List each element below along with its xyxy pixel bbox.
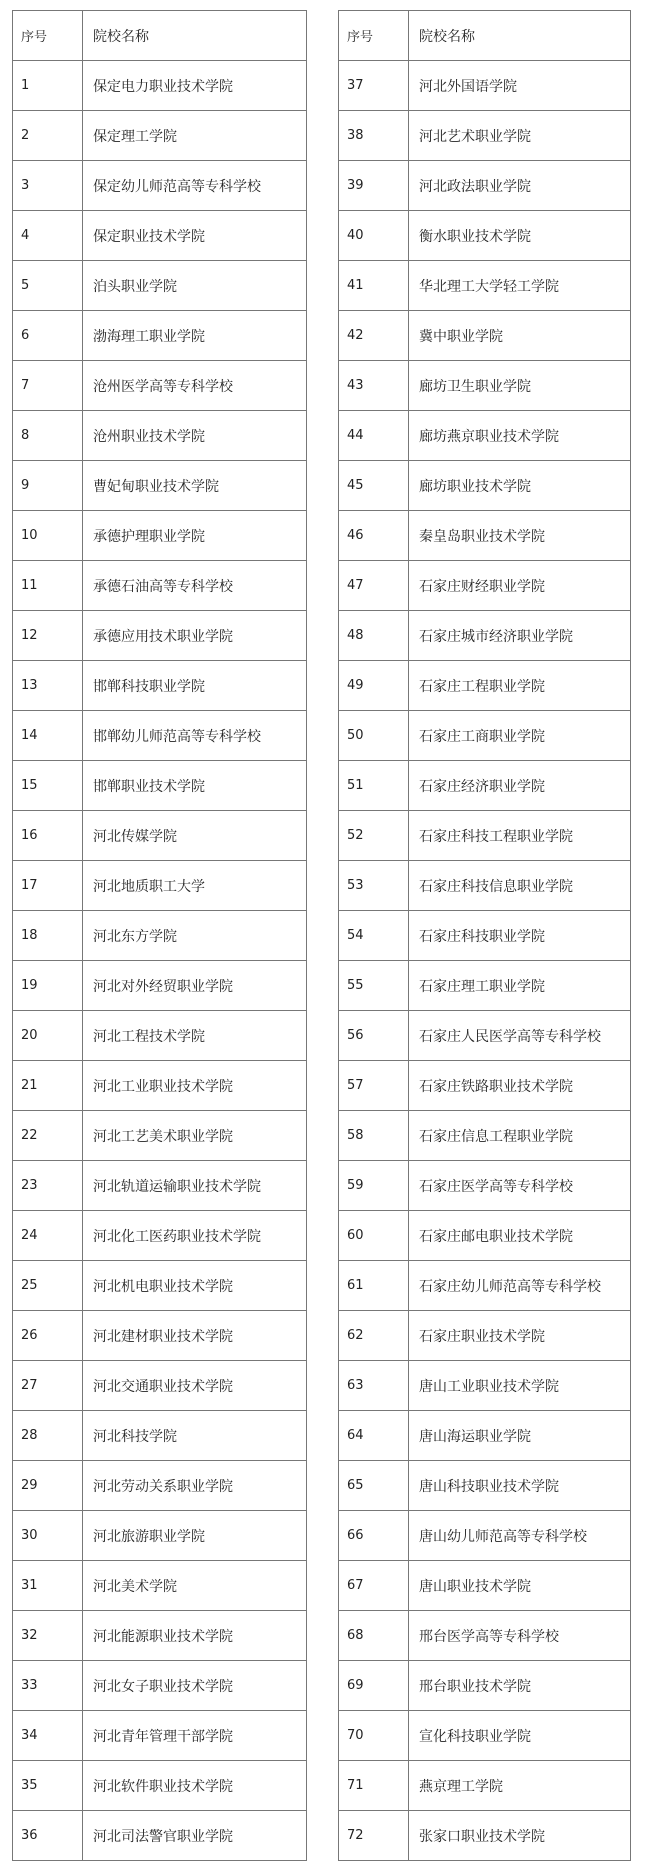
- table-row: [339, 311, 631, 361]
- school-name: 保定理工学院: [83, 111, 307, 161]
- table-row: [13, 261, 307, 311]
- table-row: [339, 111, 631, 161]
- row-number: 55: [339, 961, 409, 1011]
- table-row: [13, 1511, 307, 1561]
- row-number: 65: [339, 1461, 409, 1511]
- school-name: 邯郸幼儿师范高等专科学校: [83, 711, 307, 761]
- row-number: 23: [13, 1161, 83, 1211]
- row-number: 69: [339, 1661, 409, 1711]
- table-row: [339, 61, 631, 111]
- school-table-right: [338, 10, 631, 1861]
- row-number: 56: [339, 1011, 409, 1061]
- school-name: 承德石油高等专科学校: [83, 561, 307, 611]
- school-name: 河北交通职业技术学院: [83, 1361, 307, 1411]
- row-number: 37: [339, 61, 409, 111]
- table-row: [13, 861, 307, 911]
- school-name: 石家庄城市经济职业学院: [409, 611, 631, 661]
- header-school-name: 院校名称: [83, 11, 307, 61]
- row-number: 26: [13, 1311, 83, 1361]
- table-row: [339, 761, 631, 811]
- row-number: 24: [13, 1211, 83, 1261]
- row-number: 7: [13, 361, 83, 411]
- row-number: 8: [13, 411, 83, 461]
- school-name: 张家口职业技术学院: [409, 1811, 631, 1861]
- row-number: 9: [13, 461, 83, 511]
- row-number: 51: [339, 761, 409, 811]
- table-row: [339, 1561, 631, 1611]
- row-number: 39: [339, 161, 409, 211]
- table-header-row: [339, 11, 631, 61]
- table-row: [339, 811, 631, 861]
- table-row: [13, 311, 307, 361]
- table-row: [339, 1411, 631, 1461]
- table-row: [13, 211, 307, 261]
- table-row: [13, 561, 307, 611]
- school-name: 河北美术学院: [83, 1561, 307, 1611]
- school-name: 泊头职业学院: [83, 261, 307, 311]
- table-row: [13, 1611, 307, 1661]
- header-number: 序号: [13, 11, 83, 61]
- table-row: [13, 411, 307, 461]
- table-row: [339, 1111, 631, 1161]
- table-row: [339, 361, 631, 411]
- row-number: 11: [13, 561, 83, 611]
- table-row: [13, 511, 307, 561]
- row-number: 43: [339, 361, 409, 411]
- school-name: 衡水职业技术学院: [409, 211, 631, 261]
- table-row: [339, 411, 631, 461]
- school-name: 邯郸科技职业学院: [83, 661, 307, 711]
- school-name: 唐山工业职业技术学院: [409, 1361, 631, 1411]
- row-number: 71: [339, 1761, 409, 1811]
- table-row: [339, 461, 631, 511]
- row-number: 45: [339, 461, 409, 511]
- school-name: 沧州职业技术学院: [83, 411, 307, 461]
- row-number: 17: [13, 861, 83, 911]
- row-number: 32: [13, 1611, 83, 1661]
- table-row: [13, 1311, 307, 1361]
- school-name: 承德护理职业学院: [83, 511, 307, 561]
- school-name: 河北机电职业技术学院: [83, 1261, 307, 1311]
- table-row: [13, 1811, 307, 1861]
- row-number: 60: [339, 1211, 409, 1261]
- school-name: 河北劳动关系职业学院: [83, 1461, 307, 1511]
- table-row: [339, 161, 631, 211]
- school-name: 石家庄财经职业学院: [409, 561, 631, 611]
- school-name: 保定幼儿师范高等专科学校: [83, 161, 307, 211]
- table-row: [13, 661, 307, 711]
- row-number: 36: [13, 1811, 83, 1861]
- table-row: [13, 1061, 307, 1111]
- school-name: 石家庄邮电职业技术学院: [409, 1211, 631, 1261]
- school-name: 唐山海运职业学院: [409, 1411, 631, 1461]
- school-name: 河北旅游职业学院: [83, 1511, 307, 1561]
- row-number: 50: [339, 711, 409, 761]
- table-row: [13, 1411, 307, 1461]
- row-number: 30: [13, 1511, 83, 1561]
- school-name: 曹妃甸职业技术学院: [83, 461, 307, 511]
- row-number: 61: [339, 1261, 409, 1311]
- row-number: 27: [13, 1361, 83, 1411]
- school-name: 河北工艺美术职业学院: [83, 1111, 307, 1161]
- table-row: [339, 1711, 631, 1761]
- table-row: [13, 61, 307, 111]
- school-name: 保定职业技术学院: [83, 211, 307, 261]
- row-number: 48: [339, 611, 409, 661]
- row-number: 66: [339, 1511, 409, 1561]
- table-row: [339, 861, 631, 911]
- row-number: 59: [339, 1161, 409, 1211]
- school-name: 河北外国语学院: [409, 61, 631, 111]
- school-name: 渤海理工职业学院: [83, 311, 307, 361]
- table-row: [13, 911, 307, 961]
- table-row: [13, 1661, 307, 1711]
- row-number: 46: [339, 511, 409, 561]
- table-row: [339, 1511, 631, 1561]
- table-row: [13, 1261, 307, 1311]
- school-name: 承德应用技术职业学院: [83, 611, 307, 661]
- table-row: [339, 261, 631, 311]
- school-name: 河北青年管理干部学院: [83, 1711, 307, 1761]
- row-number: 18: [13, 911, 83, 961]
- row-number: 35: [13, 1761, 83, 1811]
- school-name: 石家庄铁路职业技术学院: [409, 1061, 631, 1111]
- row-number: 53: [339, 861, 409, 911]
- row-number: 19: [13, 961, 83, 1011]
- school-name: 唐山职业技术学院: [409, 1561, 631, 1611]
- school-name: 石家庄工程职业学院: [409, 661, 631, 711]
- header-school-name: 院校名称: [409, 11, 631, 61]
- school-table-left: [12, 10, 307, 1861]
- school-name: 河北女子职业技术学院: [83, 1661, 307, 1711]
- school-name: 廊坊职业技术学院: [409, 461, 631, 511]
- table-row: [339, 911, 631, 961]
- table-row: [13, 111, 307, 161]
- school-name: 唐山幼儿师范高等专科学校: [409, 1511, 631, 1561]
- school-name: 河北建材职业技术学院: [83, 1311, 307, 1361]
- table-row: [339, 661, 631, 711]
- school-name: 廊坊燕京职业技术学院: [409, 411, 631, 461]
- row-number: 10: [13, 511, 83, 561]
- school-name: 河北政法职业学院: [409, 161, 631, 211]
- row-number: 70: [339, 1711, 409, 1761]
- table-row: [13, 1761, 307, 1811]
- row-number: 13: [13, 661, 83, 711]
- row-number: 64: [339, 1411, 409, 1461]
- school-name: 廊坊卫生职业学院: [409, 361, 631, 411]
- school-name: 冀中职业学院: [409, 311, 631, 361]
- table-row: [13, 611, 307, 661]
- row-number: 40: [339, 211, 409, 261]
- school-name: 燕京理工学院: [409, 1761, 631, 1811]
- table-row: [13, 1161, 307, 1211]
- row-number: 21: [13, 1061, 83, 1111]
- row-number: 34: [13, 1711, 83, 1761]
- table-row: [339, 1811, 631, 1861]
- school-name: 石家庄人民医学高等专科学校: [409, 1011, 631, 1061]
- school-name: 河北轨道运输职业技术学院: [83, 1161, 307, 1211]
- row-number: 16: [13, 811, 83, 861]
- header-number: 序号: [339, 11, 409, 61]
- row-number: 63: [339, 1361, 409, 1411]
- table-row: [13, 961, 307, 1011]
- school-name: 石家庄幼儿师范高等专科学校: [409, 1261, 631, 1311]
- table-row: [13, 161, 307, 211]
- table-row: [339, 1361, 631, 1411]
- row-number: 52: [339, 811, 409, 861]
- row-number: 72: [339, 1811, 409, 1861]
- row-number: 31: [13, 1561, 83, 1611]
- table-row: [13, 461, 307, 511]
- school-name: 宣化科技职业学院: [409, 1711, 631, 1761]
- row-number: 20: [13, 1011, 83, 1061]
- school-name: 河北科技学院: [83, 1411, 307, 1461]
- row-number: 1: [13, 61, 83, 111]
- table-row: [339, 1661, 631, 1711]
- school-name: 邢台医学高等专科学校: [409, 1611, 631, 1661]
- school-name: 河北传媒学院: [83, 811, 307, 861]
- row-number: 14: [13, 711, 83, 761]
- table-row: [13, 1111, 307, 1161]
- table-row: [339, 1761, 631, 1811]
- school-name: 河北东方学院: [83, 911, 307, 961]
- school-name: 石家庄科技工程职业学院: [409, 811, 631, 861]
- row-number: 68: [339, 1611, 409, 1661]
- table-row: [13, 361, 307, 411]
- row-number: 12: [13, 611, 83, 661]
- table-row: [339, 1261, 631, 1311]
- table-row: [339, 1211, 631, 1261]
- table-row: [13, 1211, 307, 1261]
- row-number: 33: [13, 1661, 83, 1711]
- school-name: 河北地质职工大学: [83, 861, 307, 911]
- school-name: 石家庄科技职业学院: [409, 911, 631, 961]
- row-number: 5: [13, 261, 83, 311]
- school-name: 唐山科技职业技术学院: [409, 1461, 631, 1511]
- school-name: 石家庄经济职业学院: [409, 761, 631, 811]
- table-row: [13, 761, 307, 811]
- school-name: 河北艺术职业学院: [409, 111, 631, 161]
- row-number: 44: [339, 411, 409, 461]
- table-row: [339, 211, 631, 261]
- row-number: 49: [339, 661, 409, 711]
- school-name: 保定电力职业技术学院: [83, 61, 307, 111]
- table-row: [13, 1461, 307, 1511]
- table-row: [339, 1611, 631, 1661]
- row-number: 57: [339, 1061, 409, 1111]
- school-name: 石家庄医学高等专科学校: [409, 1161, 631, 1211]
- row-number: 58: [339, 1111, 409, 1161]
- table-row: [13, 711, 307, 761]
- row-number: 42: [339, 311, 409, 361]
- row-number: 2: [13, 111, 83, 161]
- school-name: 石家庄信息工程职业学院: [409, 1111, 631, 1161]
- school-name: 河北工业职业技术学院: [83, 1061, 307, 1111]
- row-number: 4: [13, 211, 83, 261]
- table-row: [13, 1711, 307, 1761]
- table-header-row: [13, 11, 307, 61]
- row-number: 25: [13, 1261, 83, 1311]
- table-row: [13, 1011, 307, 1061]
- table-row: [339, 1061, 631, 1111]
- row-number: 28: [13, 1411, 83, 1461]
- table-row: [339, 1011, 631, 1061]
- row-number: 62: [339, 1311, 409, 1361]
- school-name: 河北司法警官职业学院: [83, 1811, 307, 1861]
- school-name: 华北理工大学轻工学院: [409, 261, 631, 311]
- row-number: 41: [339, 261, 409, 311]
- table-row: [13, 1361, 307, 1411]
- row-number: 67: [339, 1561, 409, 1611]
- school-name: 河北化工医药职业技术学院: [83, 1211, 307, 1261]
- school-name: 秦皇岛职业技术学院: [409, 511, 631, 561]
- table-row: [339, 611, 631, 661]
- school-name: 河北工程技术学院: [83, 1011, 307, 1061]
- table-row: [339, 1461, 631, 1511]
- school-name: 河北对外经贸职业学院: [83, 961, 307, 1011]
- school-name: 河北能源职业技术学院: [83, 1611, 307, 1661]
- table-row: [13, 1561, 307, 1611]
- school-name: 邯郸职业技术学院: [83, 761, 307, 811]
- table-row: [339, 561, 631, 611]
- table-row: [339, 511, 631, 561]
- school-name: 石家庄科技信息职业学院: [409, 861, 631, 911]
- table-row: [339, 711, 631, 761]
- row-number: 22: [13, 1111, 83, 1161]
- table-row: [339, 961, 631, 1011]
- table-row: [339, 1161, 631, 1211]
- school-name: 邢台职业技术学院: [409, 1661, 631, 1711]
- school-name: 石家庄理工职业学院: [409, 961, 631, 1011]
- row-number: 38: [339, 111, 409, 161]
- row-number: 3: [13, 161, 83, 211]
- row-number: 29: [13, 1461, 83, 1511]
- school-name: 石家庄工商职业学院: [409, 711, 631, 761]
- row-number: 54: [339, 911, 409, 961]
- table-row: [339, 1311, 631, 1361]
- school-name: 河北软件职业技术学院: [83, 1761, 307, 1811]
- school-name: 石家庄职业技术学院: [409, 1311, 631, 1361]
- row-number: 6: [13, 311, 83, 361]
- table-row: [13, 811, 307, 861]
- row-number: 15: [13, 761, 83, 811]
- school-name: 沧州医学高等专科学校: [83, 361, 307, 411]
- row-number: 47: [339, 561, 409, 611]
